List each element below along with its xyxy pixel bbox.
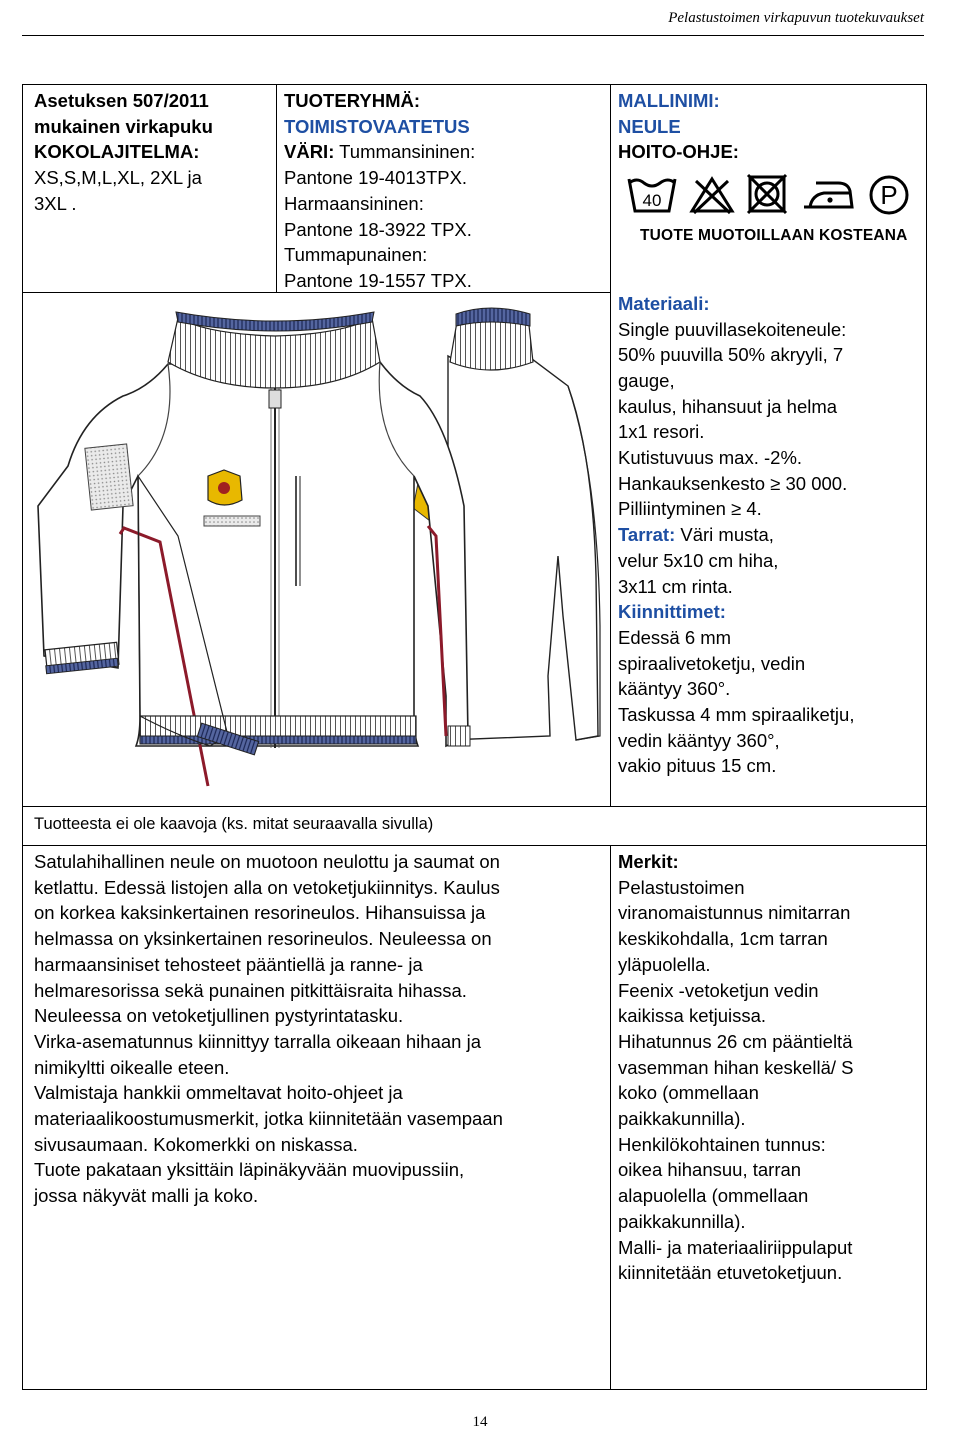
color-first: Tummansininen:: [334, 141, 476, 163]
wash-40-icon: [626, 173, 678, 217]
fasteners-label: Kiinnittimet:: [618, 601, 726, 623]
color-line-2: Harmaansininen:: [284, 192, 424, 214]
pattern-note: Tuotteesta ei ole kaavoja (ks. mitat seuraavalla sivulla): [34, 815, 434, 833]
dry-clean-letter: P: [880, 180, 898, 211]
description-line-2: ketlattu. Edessä listojen alla on vetoketjukiinnitys. Kaulus: [34, 876, 500, 898]
marks-line-13: alapuolella (ommellaan: [618, 1185, 809, 1207]
fasteners-line-1: Edessä 6 mm: [618, 626, 732, 648]
care-label: HOITO-OHJE:: [618, 141, 739, 163]
sizes-line-1: XS,S,M,L,XL, 2XL ja: [34, 167, 202, 189]
color-line-1: Pantone 19-4013TPX.: [284, 167, 468, 189]
description-line-3: on korkea kaksinkertainen resorineulos. Hihansuissa ja: [34, 902, 486, 924]
marks-line-7: Hihatunnus 26 cm pääntieltä: [618, 1030, 853, 1052]
color-line-5: Pantone 19-1557 TPX.: [284, 269, 472, 291]
model-label: MALLINIMI:: [618, 90, 720, 111]
fasteners-line-6: vakio pituus 15 cm.: [618, 755, 777, 777]
material-line-5: 1x1 resori.: [618, 421, 705, 443]
decree-line-2: mukainen virkapuku: [34, 115, 213, 137]
marks-line-10: paikkakunnilla).: [618, 1108, 746, 1130]
page-header: Pelastustoimen virkapuvun tuotekuvaukset: [668, 10, 924, 26]
iron-low-icon: [800, 173, 856, 217]
marks-line-6: kaikissa ketjuissa.: [618, 1005, 767, 1027]
no-bleach-icon: [688, 173, 736, 217]
marks-cell: [618, 849, 923, 1286]
description-line-12: sivusaumaan. Kokomerkki on niskassa.: [34, 1133, 358, 1155]
marks-line-5: Feenix -vetoketjun vedin: [618, 979, 819, 1001]
color-line-4: Tummapunainen:: [284, 244, 428, 266]
material-line-3: gauge,: [618, 369, 675, 391]
tarrat-first: Väri musta,: [675, 524, 774, 546]
garment-front: [38, 312, 470, 786]
color-line: [284, 139, 606, 165]
marks-line-14: paikkakunnilla).: [618, 1210, 746, 1232]
marks-line-9: koko (ommellaan: [618, 1082, 759, 1104]
divider-row: [22, 806, 927, 807]
material-line-8: Pilliintyminen ≥ 4.: [618, 498, 762, 520]
description-line-7: Neuleessa on vetoketjullinen pystyrintatasku.: [34, 1005, 404, 1027]
marks-line-2: viranomaistunnus nimitarran: [618, 902, 851, 924]
marks-line-3: keskikohdalla, 1cm tarran: [618, 928, 828, 950]
care-caption: TUOTE MUOTOILLAAN KOSTEANA: [640, 227, 908, 245]
fasteners-line-5: vedin kääntyy 360°,: [618, 729, 780, 751]
header-rule: [22, 35, 924, 36]
group-value: TOIMISTOVAATETUS: [284, 115, 470, 137]
description-line-1: Satulahihallinen neule on muotoon neulottu ja saumat on: [34, 851, 500, 872]
color-line-3: Pantone 18-3922 TPX.: [284, 218, 472, 240]
material-line-4: kaulus, hihansuut ja helma: [618, 395, 838, 417]
marks-line-15: Malli- ja materiaaliriippulaput: [618, 1236, 853, 1258]
marks-line-8: vasemman hihan keskellä/ S: [618, 1056, 854, 1078]
divider-note: [22, 845, 927, 846]
marks-line-1: Pelastustoimen: [618, 876, 745, 898]
tarrat-label: Tarrat:: [618, 524, 676, 546]
marks-label: Merkit:: [618, 851, 679, 872]
marks-line-11: Henkilökohtainen tunnus:: [618, 1133, 826, 1155]
decree-line-1: Asetuksen 507/2011: [34, 90, 209, 111]
marks-line-12: oikea hihansuu, tarran: [618, 1159, 802, 1181]
material-line-1: Single puuvillasekoiteneule:: [618, 318, 847, 340]
description-line-8: Virka-asematunnus kiinnittyy tarralla oikeaan hihaan ja: [34, 1030, 481, 1052]
material-line-2: 50% puuvilla 50% akryyli, 7: [618, 344, 844, 366]
fasteners-line-4: Taskussa 4 mm spiraaliketju,: [618, 704, 855, 726]
dry-clean-p-icon: [866, 173, 912, 217]
description-line-6: helmaresorissa sekä punainen pitkittäisraita hihassa.: [34, 979, 467, 1001]
fasteners-line-2: spiraalivetoketju, vedin: [618, 652, 806, 674]
divider-right-top: [610, 84, 611, 806]
description-line-5: harmaansiniset tehosteet pääntiellä ja ranne- ja: [34, 953, 423, 975]
material-line-7: Hankauksenkesto ≥ 30 000.: [618, 472, 848, 494]
model-value: NEULE: [618, 115, 681, 137]
description-line-10: Valmistaja hankkii ommeltavat hoito-ohjeet ja: [34, 1082, 403, 1104]
material-line-6: Kutistuvuus max. -2%.: [618, 447, 803, 469]
left-top-cell: [34, 88, 274, 217]
middle-top-cell: [284, 88, 606, 294]
description-line-11: materiaalikoostumusmerkit, jotka kiinnitetään vasempaan: [34, 1108, 503, 1130]
fasteners-line-3: kääntyy 360°.: [618, 678, 731, 700]
description-line-13: Tuote pakataan yksittäin läpinäkyvään muovipussiin,: [34, 1159, 465, 1181]
page-number: 14: [472, 1414, 488, 1430]
color-label: VÄRI:: [284, 141, 335, 163]
material-label: Materiaali:: [618, 292, 710, 314]
tarrat-line: [618, 522, 923, 548]
right-top-cell: [618, 88, 923, 779]
description-line-14: jossa näkyvät malli ja koko.: [34, 1185, 259, 1207]
wash-temp: 40: [642, 191, 662, 211]
group-label: TUOTERYHMÄ:: [284, 90, 420, 111]
tarrat-line-2: 3x11 cm rinta.: [618, 575, 733, 597]
marks-line-4: yläpuolella.: [618, 953, 711, 975]
care-symbols: [626, 173, 923, 217]
tarrat-line-1: velur 5x10 cm hiha,: [618, 549, 779, 571]
divider-bottom-vertical: [610, 845, 611, 1390]
no-tumble-dry-icon: [746, 173, 790, 217]
description-line-4: helmassa on yksinkertainen resorineulos. Neuleessa on: [34, 928, 492, 950]
description-line-9: nimikyltti oikealle eteen.: [34, 1056, 230, 1078]
garment-illustration: [28, 296, 608, 804]
sizes-label: KOKOLAJITELMA:: [34, 141, 200, 163]
marks-line-16: kiinnitetään etuvetoketjuun.: [618, 1262, 843, 1284]
description-cell: [34, 849, 610, 1209]
sizes-line-2: 3XL .: [34, 192, 77, 214]
divider-left-bottom-top: [22, 292, 276, 293]
divider-left-top: [276, 84, 277, 292]
